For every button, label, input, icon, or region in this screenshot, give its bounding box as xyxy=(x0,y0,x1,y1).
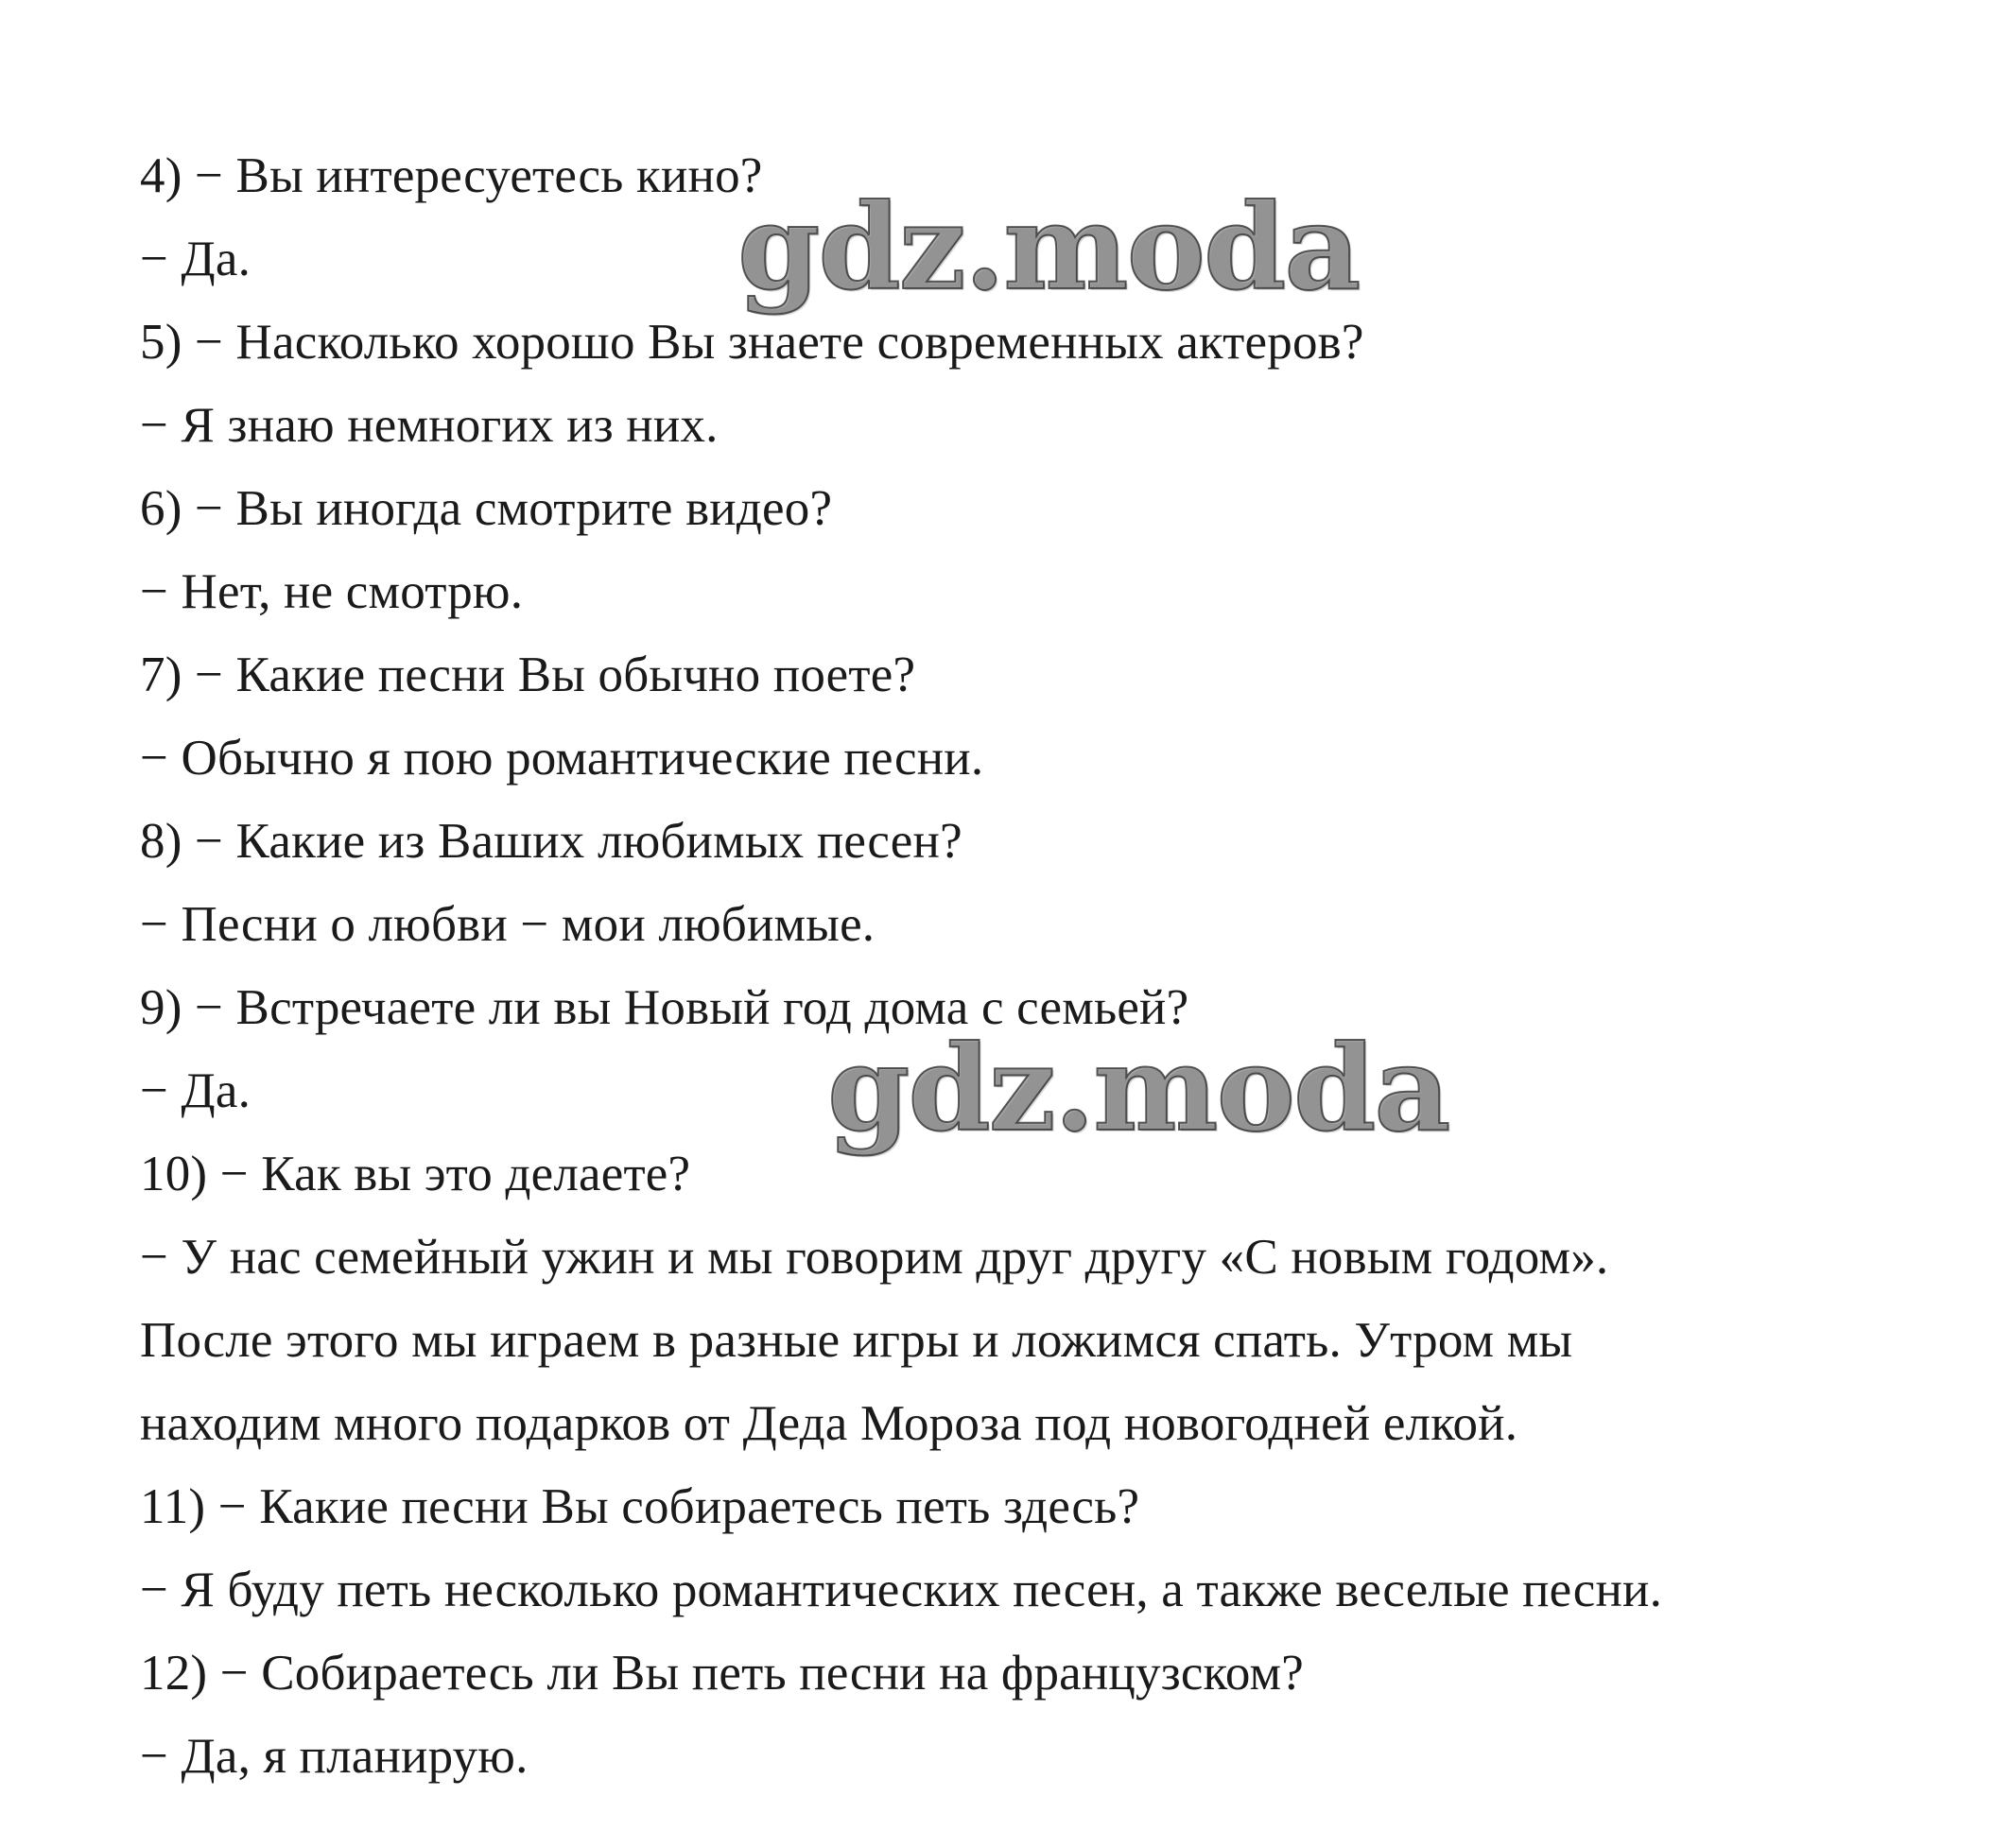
text-line: − Песни о любви − мои любимые. xyxy=(140,897,876,952)
watermark-bottom: gdz.moda xyxy=(827,1020,1449,1158)
text-line: − Да, я планирую. xyxy=(140,1729,529,1784)
dialogue-text xyxy=(140,134,1936,1798)
text-line: − Обычно я пою романтические песни. xyxy=(140,731,984,786)
text-line: 10) − Как вы это делаете? xyxy=(140,1147,691,1201)
text-line: − Нет, не смотрю. xyxy=(140,564,524,619)
text-line: 4) − Вы интересуетесь кино? xyxy=(140,148,763,203)
text-line: 6) − Вы иногда смотрите видео? xyxy=(140,481,833,536)
watermark-top: gdz.moda xyxy=(737,179,1360,317)
text-line: После этого мы играем в разные игры и ложимся спать. Утром мы xyxy=(140,1313,1573,1368)
text-line: − Я буду петь несколько романтических песен, а также веселые песни. xyxy=(140,1563,1663,1617)
text-line: 12) − Собираетесь ли Вы петь песни на французском? xyxy=(140,1646,1304,1701)
text-line: − Я знаю немногих из них. xyxy=(140,398,719,453)
text-line: 5) − Насколько хорошо Вы знаете современных актеров? xyxy=(140,315,1364,370)
text-line: 9) − Встречаете ли вы Новый год дома с семьей? xyxy=(140,980,1189,1035)
text-line: − Да. xyxy=(140,1063,251,1118)
text-line: − Да. xyxy=(140,232,251,286)
text-line: 8) − Какие из Ваших любимых песен? xyxy=(140,814,962,869)
text-line: находим много подарков от Деда Мороза под новогодней елкой. xyxy=(140,1396,1518,1451)
text-line: 11) − Какие песни Вы собираетесь петь здесь? xyxy=(140,1479,1140,1534)
text-line: − У нас семейный ужин и мы говорим друг другу «С новым годом». xyxy=(140,1230,1609,1285)
text-line: 7) − Какие песни Вы обычно поете? xyxy=(140,648,916,702)
